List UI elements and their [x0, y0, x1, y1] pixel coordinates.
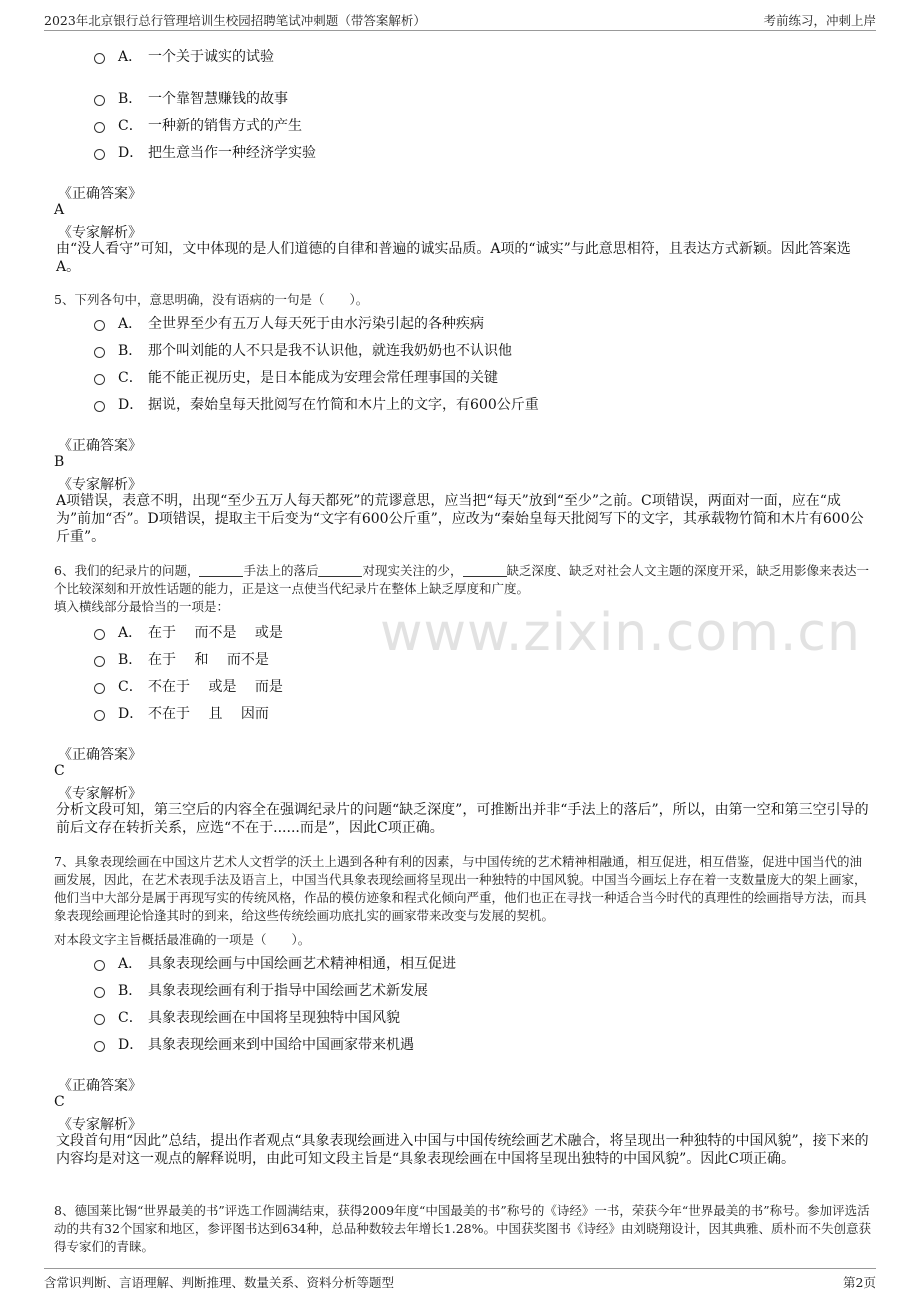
q8-stem: 8、德国莱比锡“世界最美的书”评选工作圆满结束，获得2009年度“中国最美的书”称号的《诗经》一书，荣获今年“世界最美的书”称号。参加评选活动的共有32个国家和地区，参评图书达到634种，总品种数较去年增长1.28%。中国获奖图书《诗经》由刘晓翔设计，因其典雅、质朴而不失创意获得专家们的青睐。 [54, 1203, 871, 1254]
radio-icon[interactable] [94, 656, 105, 667]
page-footer [44, 1268, 876, 1293]
q6-option-a[interactable]: A． 在于 而不是 或是 [94, 622, 283, 642]
q4-option-b[interactable]: B． 一个靠智慧赚钱的故事 [94, 88, 288, 108]
q4-answer: A [54, 202, 65, 218]
blank-3 [463, 564, 507, 577]
q5-option-d[interactable]: D． 据说，秦始皇每天批阅写在竹简和木片上的文字，有600公斤重 [94, 394, 539, 414]
page-number: 第2页 [843, 1275, 876, 1290]
radio-icon[interactable] [94, 1041, 105, 1052]
footer-categories: 含常识判断、言语理解、判断推理、数量关系、资料分析等题型 [44, 1275, 395, 1290]
blank-2 [318, 564, 362, 577]
q6-prompt: 填入横线部分最恰当的一项是： [54, 599, 230, 614]
q7-stem: 7、具象表现绘画在中国这片艺术人文哲学的沃土上遇到各种有利的因素，与中国传统的艺术精神相融通，相互促进，相互借鉴，促进中国当代的油画发展，因此，在艺术表现手法及语言上，中国当代具象表现绘画将呈现出一种独特的中国风貌。中国当今画坛上存在着一支数量庞大的架上画家，他们当中大部分是属于再现写实的传统风格，作品的模仿迹象和程式化倾向严重，他们也正在寻找一种适合当今时代的真理性的绘画指导方法，而具象表现绘画理论恰逢其时的到来，给这些传统绘画功底扎实的画家带来改变与发展的契机。 [54, 854, 867, 923]
q7-option-c[interactable]: C． 具象表现绘画在中国将呈现独特中国风貌 [94, 1007, 400, 1027]
radio-icon[interactable] [94, 374, 105, 385]
q5-stem: 5、下列各句中，意思明确，没有语病的一句是（ ）。 [54, 292, 369, 307]
radio-icon[interactable] [94, 710, 105, 721]
q6-option-c[interactable]: C． 不在于 或是 而是 [94, 676, 283, 696]
header-slogan: 考前练习，冲刺上岸 [763, 13, 876, 28]
q7-option-b[interactable]: B． 具象表现绘画有利于指导中国绘画艺术新发展 [94, 980, 428, 1000]
q4-option-a[interactable]: A． 一个关于诚实的试验 [94, 46, 274, 66]
q4-analysis: 由“没人看守”可知，文中体现的是人们道德的自律和普遍的诚实品质。A项的“诚实”与此意思相符，且表达方式新颖。因此答案选A。 [56, 241, 851, 275]
radio-icon[interactable] [94, 95, 105, 106]
radio-icon[interactable] [94, 53, 105, 64]
q5-answer-label: 《正确答案》 [58, 438, 142, 454]
q4-analysis-label: 《专家解析》 [58, 225, 142, 241]
q5-option-c[interactable]: C． 能不能正视历史，是日本能成为安理会常任理事国的关键 [94, 367, 498, 387]
radio-icon[interactable] [94, 683, 105, 694]
q4-answer-label: 《正确答案》 [58, 186, 142, 202]
radio-icon[interactable] [94, 1014, 105, 1025]
blank-1 [199, 564, 243, 577]
radio-icon[interactable] [94, 960, 105, 971]
q5-analysis-label: 《专家解析》 [58, 477, 142, 493]
document-title: 2023年北京银行总行管理培训生校园招聘笔试冲刺题（带答案解析） [44, 13, 426, 28]
q7-analysis: 文段首句用“因此”总结，提出作者观点“具象表现绘画进入中国与中国传统绘画艺术融合，将呈现出一种独特的中国风貌”，接下来的内容均是对这一观点的解释说明，由此可知文段主旨是“具象表现绘画在中国将呈现出独特的中国风貌”。因此C项正确。 [56, 1133, 869, 1167]
radio-icon[interactable] [94, 320, 105, 331]
q4-option-c[interactable]: C． 一种新的销售方式的产生 [94, 115, 302, 135]
page-header [44, 8, 876, 31]
q6-answer: C [54, 763, 65, 779]
radio-icon[interactable] [94, 629, 105, 640]
q7-answer-label: 《正确答案》 [58, 1078, 142, 1094]
q5-answer: B [54, 454, 65, 470]
q6-stem: 6、我们的纪录片的问题， 手法上的落后 对现实关注的少， 缺乏深度、缺乏对社会人文主题的深度开采，缺乏用影像来表达一个比较深刻和开放性话题的能力，正是这一点使当代纪录片在整体上缺乏厚度和广度。 [54, 563, 870, 596]
q6-analysis: 分析文段可知，第三空后的内容全在强调纪录片的问题“缺乏深度”，可推断出并非“手法上的落后”，所以，由第一空和第三空引导的前后文存在转折关系，应选“不在于......而是”，因此C项正确。 [56, 802, 869, 836]
radio-icon[interactable] [94, 122, 105, 133]
watermark: www.zixin.com.cn [380, 603, 861, 663]
q6-answer-label: 《正确答案》 [58, 747, 142, 763]
q6-option-b[interactable]: B． 在于 和 而不是 [94, 649, 269, 669]
q4-option-d[interactable]: D． 把生意当作一种经济学实验 [94, 142, 316, 162]
q7-answer: C [54, 1094, 65, 1110]
q5-analysis: A项错误，表意不明，出现“至少五万人每天都死”的荒谬意思，应当把“每天”放到“至少”之前。C项错误，两面对一面，应在“成为”前加“否”。D项错误，提取主干后变为“文字有600公斤重”，应改为“秦始皇每天批阅写下的文字，其承载物竹简和木片有600公斤重”。 [56, 493, 864, 545]
q5-option-b[interactable]: B． 那个叫刘能的人不只是我不认识他，就连我奶奶也不认识他 [94, 340, 512, 360]
radio-icon[interactable] [94, 987, 105, 998]
q6-analysis-label: 《专家解析》 [58, 786, 142, 802]
radio-icon[interactable] [94, 347, 105, 358]
q7-option-a[interactable]: A． 具象表现绘画与中国绘画艺术精神相通，相互促进 [94, 953, 456, 973]
q7-prompt: 对本段文字主旨概括最准确的一项是（ ）。 [54, 932, 311, 947]
radio-icon[interactable] [94, 149, 105, 160]
q7-option-d[interactable]: D． 具象表现绘画来到中国给中国画家带来机遇 [94, 1034, 414, 1054]
q6-option-d[interactable]: D． 不在于 且 因而 [94, 703, 269, 723]
q7-analysis-label: 《专家解析》 [58, 1117, 142, 1133]
q5-option-a[interactable]: A． 全世界至少有五万人每天死于由水污染引起的各种疾病 [94, 313, 484, 333]
radio-icon[interactable] [94, 401, 105, 412]
